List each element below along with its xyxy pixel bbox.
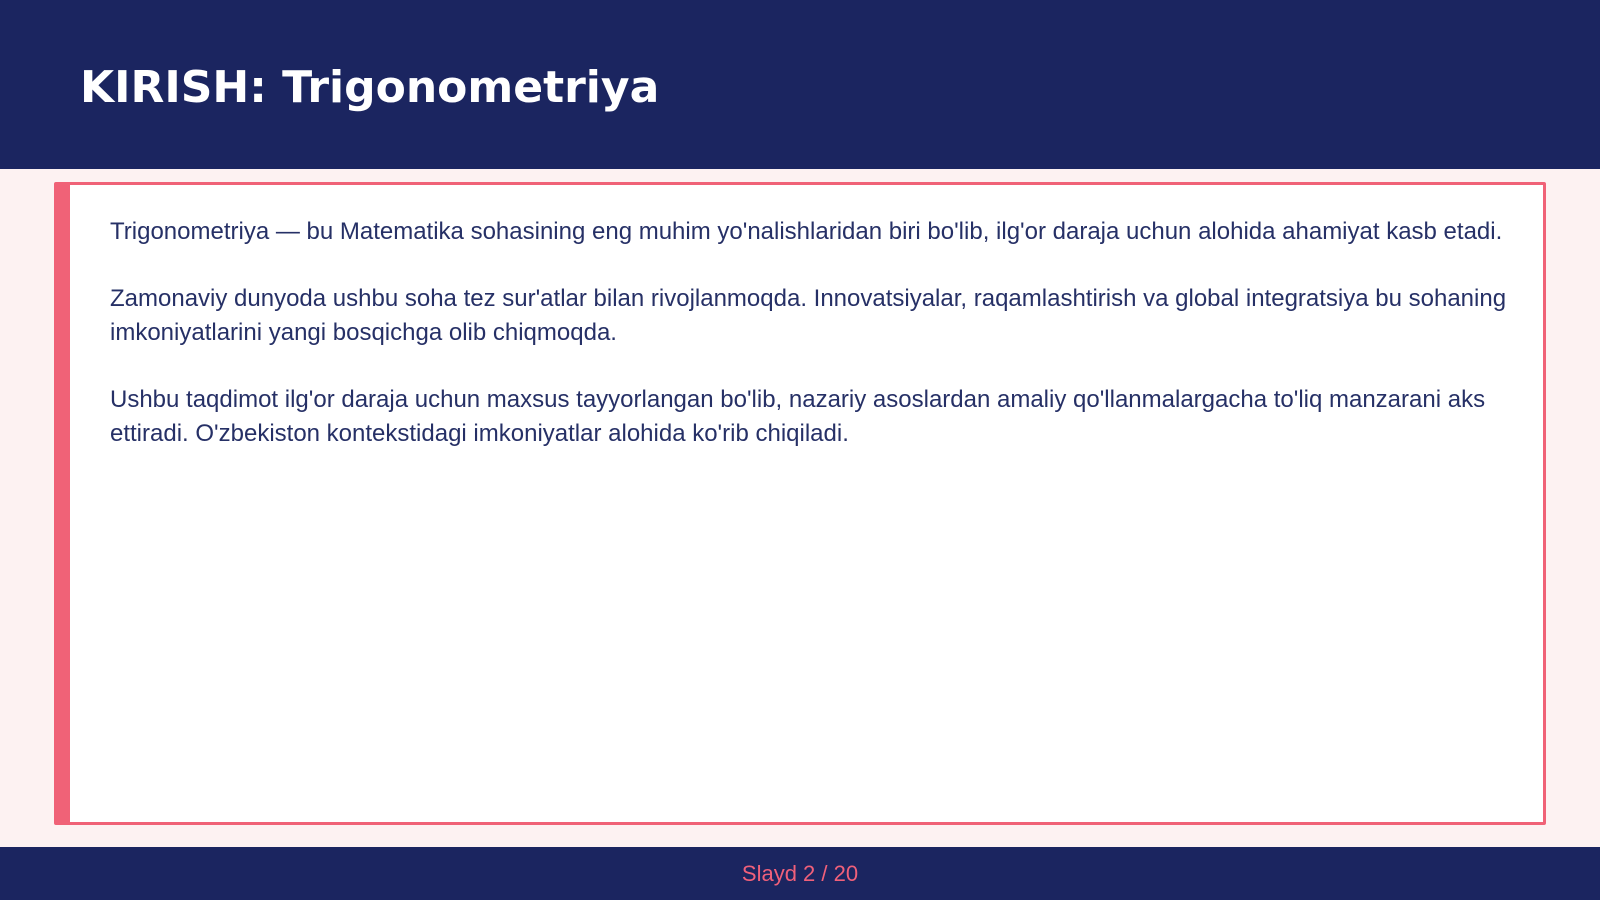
paragraph-presentation-scope: Ushbu taqdimot ilg'or daraja uchun maxsus tayyorlangan bo'lib, nazariy asoslardan amaliy qo'llanmalargacha to'liq manzarani aks ettiradi. O'zbekiston kontekstidagi imkoniyatlar alohida ko'rib chiqiladi.	[110, 386, 1486, 447]
slide-number: Slayd 2 / 20	[741, 861, 859, 886]
paragraph-modern-world: Zamonaviy dunyoda ushbu soha tez sur'atlar bilan rivojlanmoqda. Innovatsiyalar, raqamlashtirish va global integratsiya bu sohaning imkoniyatlarini yangi bosqichga olib chiqmoqda.	[110, 285, 1507, 346]
slide-header	[0, 0, 1600, 169]
content-body	[110, 215, 1510, 484]
content-card	[54, 182, 1546, 825]
paragraph-intro: Trigonometriya — bu Matematika sohasining eng muhim yo'nalishlaridan biri bo'lib, ilg'or daraja uchun alohida ahamiyat kasb etadi.	[110, 218, 1503, 245]
slide-title: KIRISH: Trigonometriya	[80, 62, 660, 113]
slide-footer	[0, 847, 1600, 900]
